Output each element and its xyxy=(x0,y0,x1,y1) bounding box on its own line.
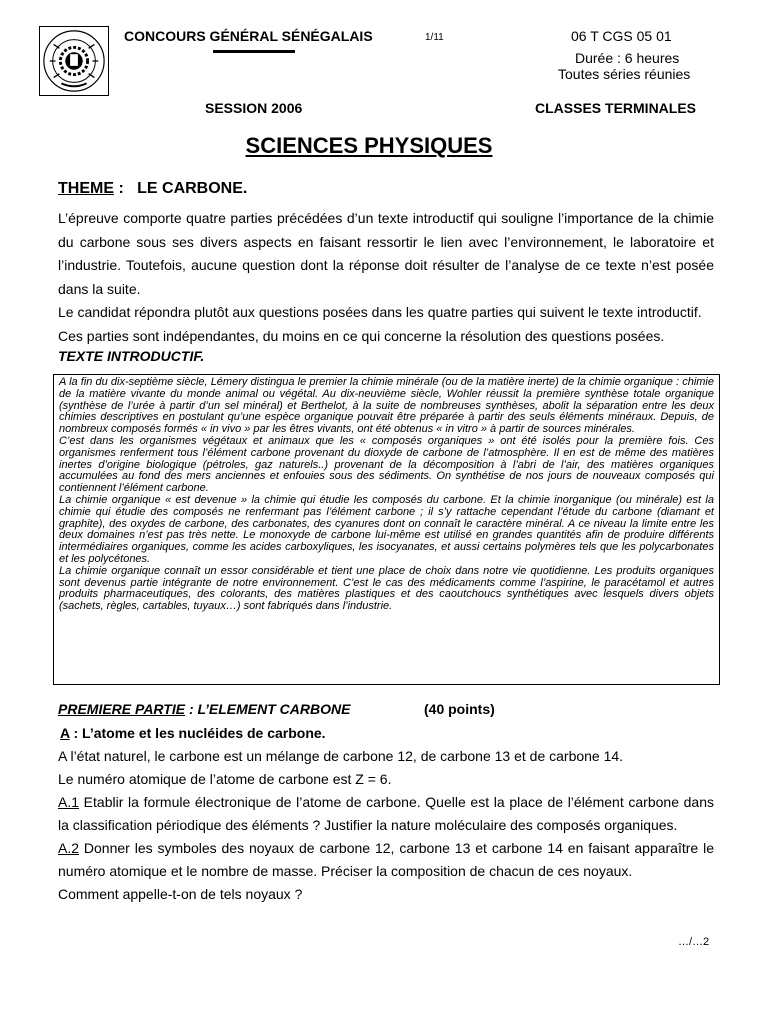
intro-text xyxy=(58,207,714,348)
exam-duration: Durée : 6 heures xyxy=(575,50,680,66)
classes-label: CLASSES TERMINALES xyxy=(535,100,697,116)
question-a1-text: Etablir la formule électronique de l’atome de carbone. Quelle est la place de l’élément carbone dans la classification périodique des éléments ? Justifier la nature moléculaire des composés organiques. xyxy=(58,794,714,833)
question-a2 xyxy=(58,837,714,883)
exam-code: 06 T CGS 05 01 xyxy=(571,28,672,44)
part1-title: : L’ELEMENT CARBONE xyxy=(185,701,351,717)
session-label: SESSION 2006 xyxy=(205,100,303,116)
texte-paragraph: La chimie organique connaît un essor considérable et tient une place de choix dans notre vie quotidienne. Les produits organiques sont devenus partie intégrante de notre environnement. C’est le cas des médicaments comme l’aspirine, le paracétamol et autres produits pharmaceutiques, des colorants, des matières plastiques et des caoutchoucs synthétiques avec lesquels divers objets (sachets, règles, cartables, tuyaux…) sont fabriqués dans l’industrie. xyxy=(59,564,714,613)
texte-paragraph: A la fin du dix-septième siècle, Lémery distingua le premier la chimie minérale (ou de la matière inerte) de la chimie organique : chimie de la matière vivante du monde animal ou végétal. Au dix-neuvième siècle, Wohler réussit la première synthèse totale organique (synthèse de l’urée à partir d’un sel minéral) et Berthelot, à la suite de nombreuses synthèses, abolit la séparation entre les deux chimies descriptives en postulant qu’une espèce organique pouvait être préparée à partir des seuls éléments minéraux. Depuis, de nombreux composés formés « in vivo » par les êtres vivants, ont été obtenus « in vitro » à partir de sources minérales. xyxy=(59,376,714,436)
exam-series: Toutes séries réunies xyxy=(558,66,691,82)
body-line: A l’état naturel, le carbone est un mélange de carbone 12, de carbone 13 et de carbone 14. xyxy=(58,748,624,764)
section-a-title: L’atome et les nucléides de carbone. xyxy=(78,725,326,741)
intro-paragraph: Ces parties sont indépendantes, du moins en ce qui concerne la résolution des questions posées. xyxy=(58,327,665,344)
section-a-sep: : xyxy=(69,725,79,741)
part1-label: PREMIERE PARTIE xyxy=(58,701,186,717)
page-continuation: …/…2 xyxy=(678,936,710,948)
texte-introductif-box xyxy=(53,374,720,685)
part1-points: (40 points) xyxy=(424,701,495,717)
section-a-label: A xyxy=(60,725,70,741)
intro-paragraph: Le candidat répondra plutôt aux questions posées dans les quatre parties qui suivent le texte introductif. xyxy=(58,304,702,320)
part1-body xyxy=(58,722,714,906)
theme-label: THEME xyxy=(58,180,114,197)
question-a1 xyxy=(58,791,714,837)
theme-line xyxy=(58,180,247,198)
section-a-heading xyxy=(58,722,714,745)
question-a1-label: A.1 xyxy=(58,794,80,810)
theme-value: LE CARBONE. xyxy=(137,180,248,197)
texte-paragraph: C’est dans les organismes végétaux et animaux que les « composés organiques » ont été isolés pour la première fois. Ces organismes renferment tous l’élément carbone provenant du dioxyde de carbone de l’atmosphère. Il en est de même des matières inertes d’origine biologique (pétroles, gaz naturels..) provenant de la décomposition à l’abri de l’air, des matières organiques accumulées au fond des mers anciennes et enfouies sous des sédiments. On synthétise de nos jours de nouveaux composés qui contiennent l’élément carbone. xyxy=(59,434,714,495)
body-line: Le numéro atomique de l’atome de carbone est Z = 6. xyxy=(58,771,392,787)
page-title: SCIENCES PHYSIQUES xyxy=(245,133,493,158)
question-a2-text: Donner les symboles des noyaux de carbone 12, carbone 13 et carbone 14 en faisant apparaître le numéro atomique et le nombre de masse. Préciser la composition de chacun de ces noyaux. xyxy=(58,840,714,879)
exam-title: CONCOURS GÉNÉRAL SÉNÉGALAIS xyxy=(124,28,373,44)
institution-logo xyxy=(39,26,109,96)
page-number: 1/11 xyxy=(425,32,444,43)
theme-sep: : xyxy=(114,180,124,197)
title-underline xyxy=(213,50,295,53)
intro-paragraph: L’épreuve comporte quatre parties précédées d’un texte introductif qui souligne l’importance de la chimie du carbone sous ses divers aspects en faisant ressortir le lien avec l’environnement, le laboratoire et l’industrie. Toutefois, aucune question dont la réponse doit résulter de l’analyse de ce texte n’est posée dans la suite. xyxy=(58,210,714,297)
part1-heading xyxy=(58,701,495,717)
texte-paragraph: La chimie organique « est devenue » la chimie qui étudie les composés du carbone. Et la chimie inorganique (ou minérale) est la chimie qui étudie des composés ne renfermant pas l’élément carbone ; il s’y rattache cependant l’étude du carbone (diamant et graphite), des oxydes de carbone, des carbonates, des cyanures dont on connaît le caractère minéral. A ce niveau la limite entre les deux domaines n’est pas très nette. Le monoxyde de carbone lui-même est utilisé en grandes quantités afin de produire différents intermédiaires organiques, comme les acides carboxyliques, les isocyanates, et aussi certains polymères tels que les polycarbonates et les polycétones. xyxy=(59,493,714,565)
question-a2-label: A.2 xyxy=(58,840,80,856)
texte-introductif-heading: TEXTE INTRODUCTIF. xyxy=(58,348,205,364)
question-a2-followup: Comment appelle-t-on de tels noyaux ? xyxy=(58,886,303,902)
seal-icon xyxy=(40,27,108,95)
